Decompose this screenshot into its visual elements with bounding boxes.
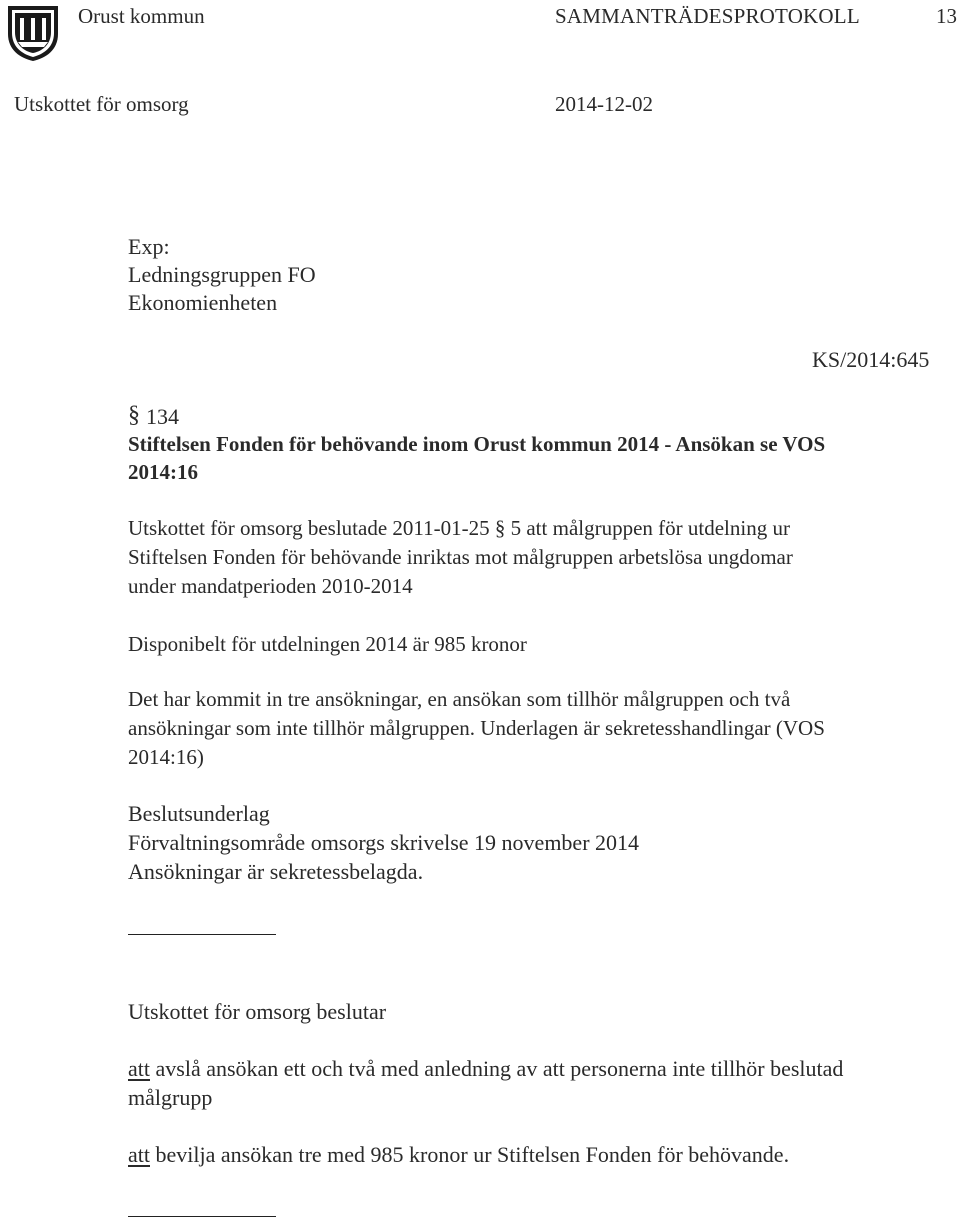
expedition-label: Exp:: [128, 234, 170, 259]
divider-rule: [128, 934, 276, 935]
section-symbol: §: [128, 402, 140, 428]
basis-heading: Beslutsunderlag: [128, 801, 270, 826]
att-keyword: att: [128, 1142, 150, 1167]
expedition-recipient: Ledningsgruppen FO: [128, 262, 316, 287]
body-paragraph-line: ansökningar som inte tillhör målgruppen. Underlagen är sekretesshandlingar (VOS: [128, 716, 825, 740]
decision-item-continued: målgrupp: [128, 1085, 213, 1110]
municipality-name: Orust kommun: [78, 4, 205, 28]
basis-item: Förvaltningsområde omsorgs skrivelse 19 november 2014: [128, 830, 640, 855]
decision-item-text: bevilja ansökan tre med 985 kronor ur Stiftelsen Fonden för behövande.: [155, 1142, 790, 1167]
decision-heading: Utskottet för omsorg beslutar: [128, 999, 387, 1024]
basis-item: Ansökningar är sekretessbelagda.: [128, 859, 424, 884]
orust-coat-of-arms-logo: [6, 4, 60, 62]
section-number: 134: [146, 404, 179, 429]
page-number: 13: [936, 4, 957, 28]
case-title-continued: 2014:16: [128, 460, 198, 484]
case-reference: KS/2014:645: [812, 347, 930, 372]
expedition-recipient: Ekonomienheten: [128, 290, 278, 315]
decision-item: [128, 1142, 789, 1168]
body-paragraph-line: Utskottet för omsorg beslutade 2011-01-25 § 5 att målgruppen för utdelning ur: [128, 516, 790, 540]
body-paragraph-line: 2014:16): [128, 745, 204, 769]
decision-item: [128, 1056, 843, 1082]
body-paragraph-line: under mandatperioden 2010-2014: [128, 574, 413, 598]
meeting-date: 2014-12-02: [555, 92, 653, 116]
decision-item-text: avslå ansökan ett och två med anledning av att personerna inte tillhör beslutad: [155, 1056, 844, 1081]
divider-rule: [128, 1216, 276, 1217]
protocol-title: SAMMANTRÄDESPROTOKOLL: [555, 4, 860, 28]
body-paragraph-line: Stiftelsen Fonden för behövande inriktas mot målgruppen arbetslösa ungdomar: [128, 545, 793, 569]
body-paragraph-line: Det har kommit in tre ansökningar, en ansökan som tillhör målgruppen och två: [128, 687, 791, 711]
case-title: Stiftelsen Fonden för behövande inom Orust kommun 2014 - Ansökan se VOS: [128, 432, 826, 456]
available-amount: Disponibelt för utdelningen 2014 är 985 kronor: [128, 632, 527, 656]
committee-name: Utskottet för omsorg: [14, 92, 189, 116]
att-keyword: att: [128, 1056, 150, 1081]
